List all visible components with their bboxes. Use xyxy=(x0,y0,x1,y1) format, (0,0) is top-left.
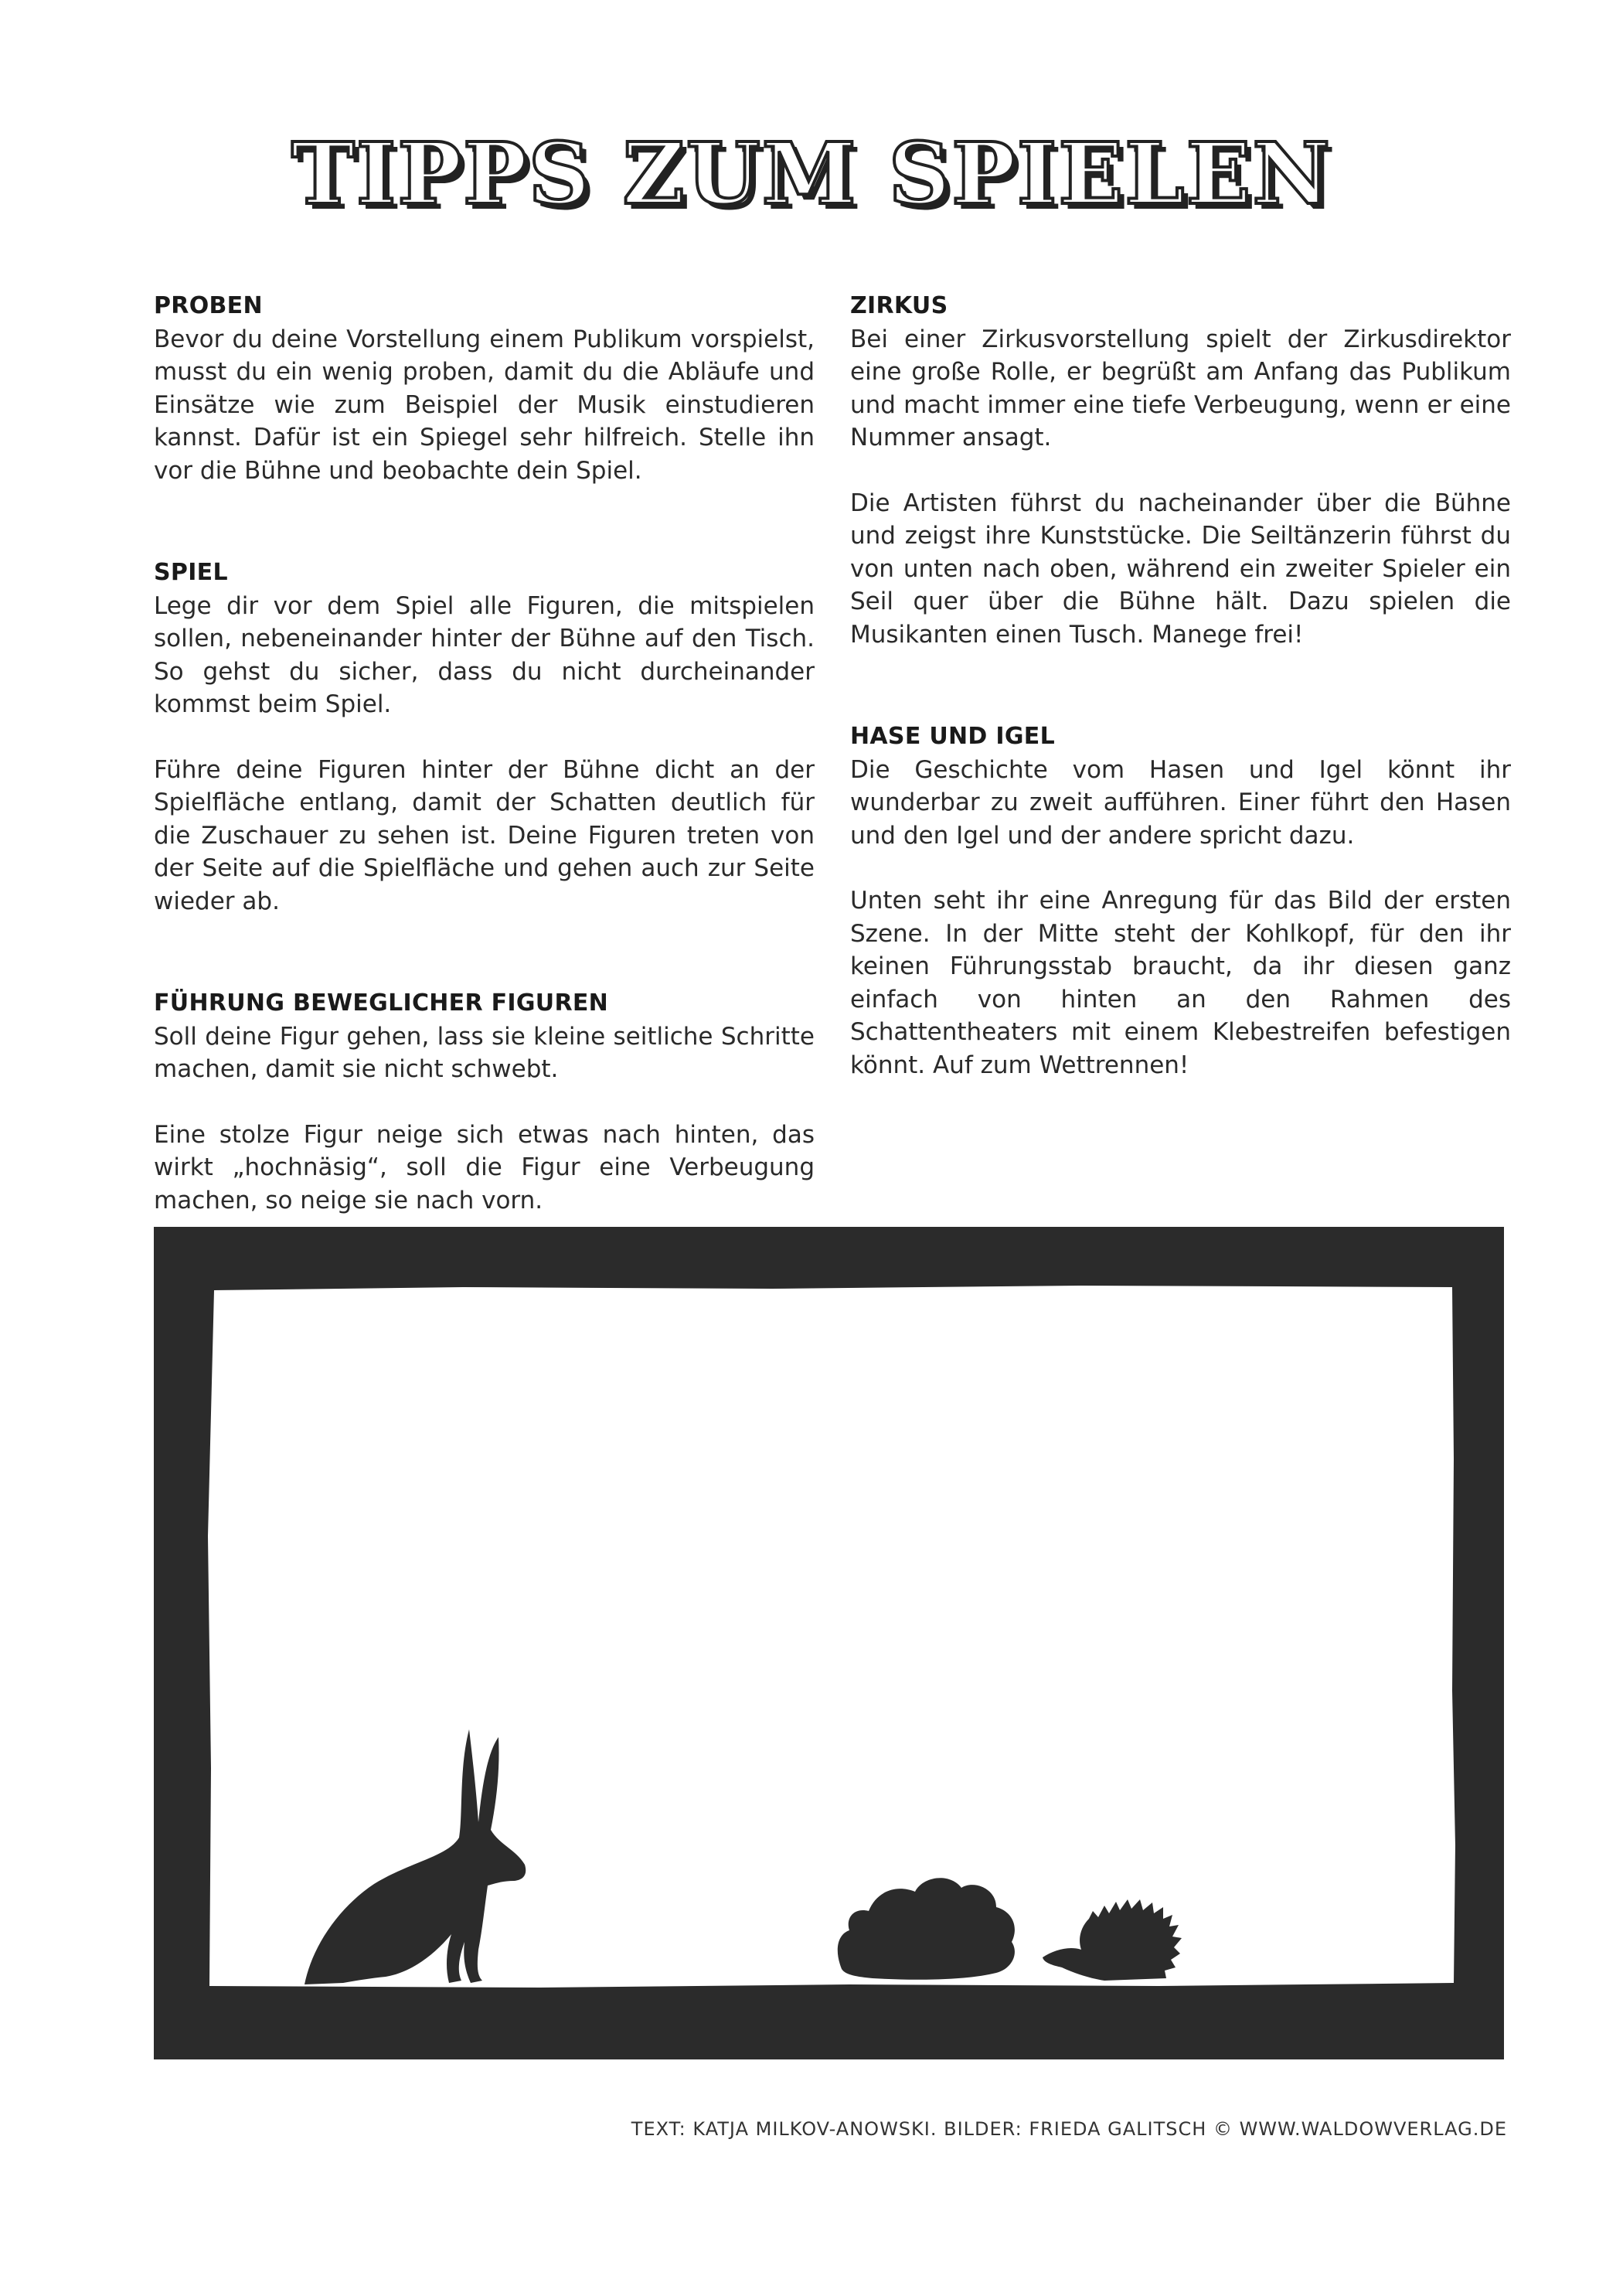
section-paragraph: Führe deine Figuren hinter der Bühne dicht an der Spielfläche entlang, damit der Schatten deutlich für die Zuschauer zu sehen ist. Deine Figuren treten von der Seite auf die Spielfläche und gehen auch zur Seite wieder ab. xyxy=(154,755,815,915)
section-heading: ZIRKUS xyxy=(850,292,948,319)
section-paragraph: Eine stolze Figur neige sich etwas nach hinten, das wirkt „hochnäsig“, soll die Figur eine Verbeugung machen, so neige sie nach vorn. xyxy=(154,1120,815,1214)
section-proben xyxy=(154,290,815,487)
section-hase-und-igel xyxy=(850,720,1511,1082)
shadow-theater-scene xyxy=(154,1227,1504,2059)
right-column xyxy=(850,290,1511,1151)
section-heading: PROBEN xyxy=(154,292,263,319)
section-heading: FÜHRUNG BEWEGLICHER FIGUREN xyxy=(154,990,609,1017)
section-paragraph: Soll deine Figur gehen, lass sie kleine seitliche Schritte machen, damit sie nicht schwebt. xyxy=(154,1022,815,1083)
page-title: TIPPS ZUM SPIELEN xyxy=(291,124,1332,223)
section-paragraph: Bei einer Zirkusvorstellung spielt der Zirkusdirektor eine große Rolle, er begrüßt am Anfang das Publikum und macht immer eine tiefe Verbeugung, wenn er eine Nummer ansagt. xyxy=(850,325,1511,451)
left-column xyxy=(154,290,815,1286)
section-heading: SPIEL xyxy=(154,559,228,586)
section-heading: HASE UND IGEL xyxy=(850,723,1055,750)
section-paragraph: Bevor du deine Vorstellung einem Publikum vorspielst, musst du ein wenig proben, damit du die Abläufe und Einsätze wie zum Beispiel der Musik einstudieren kannst. Dafür ist ein Spiegel sehr hilfreich. Stelle ihn vor die Bühne und beobachte dein Spiel. xyxy=(154,325,815,485)
section-zirkus xyxy=(850,290,1511,651)
section-paragraph: Lege dir vor dem Spiel alle Figuren, die mitspielen sollen, nebeneinander hinter der Bühne auf den Tisch. So gehst du sicher, dass du nicht durcheinander kommst beim Spiel. xyxy=(154,591,815,718)
section-fuehrung xyxy=(154,987,815,1217)
section-paragraph: Die Artisten führst du nacheinander über die Bühne und zeigst ihre Kunststücke. Die Seiltänzerin führst du von unten nach oben, während ein zweiter Spieler ein Seil quer über die Bühne hält. Dazu spielen die Musikanten einen Tusch. Manege frei! xyxy=(850,489,1511,649)
footer-credits: TEXT: KATJA MILKOV-ANOWSKI. BILDER: FRIEDA GALITSCH © WWW.WALDOWVERLAG.DE xyxy=(631,2118,1507,2140)
section-paragraph: Unten seht ihr eine Anregung für das Bild der ersten Szene. In der Mitte steht der Kohlkopf, für den ihr keinen Führungsstab braucht, da ihr diesen ganz einfach von hinten an den Rahmen des Schattentheaters mit einem Klebestreifen befestigen könnt. Auf zum Wettrennen! xyxy=(850,887,1511,1079)
section-spiel xyxy=(154,557,815,918)
shadow-theater-frame xyxy=(154,1227,1504,2059)
section-paragraph: Die Geschichte vom Hasen und Igel könnt ihr wunderbar zu zweit aufführen. Einer führt den Hasen und den Igel und der andere spricht dazu. xyxy=(850,755,1511,850)
